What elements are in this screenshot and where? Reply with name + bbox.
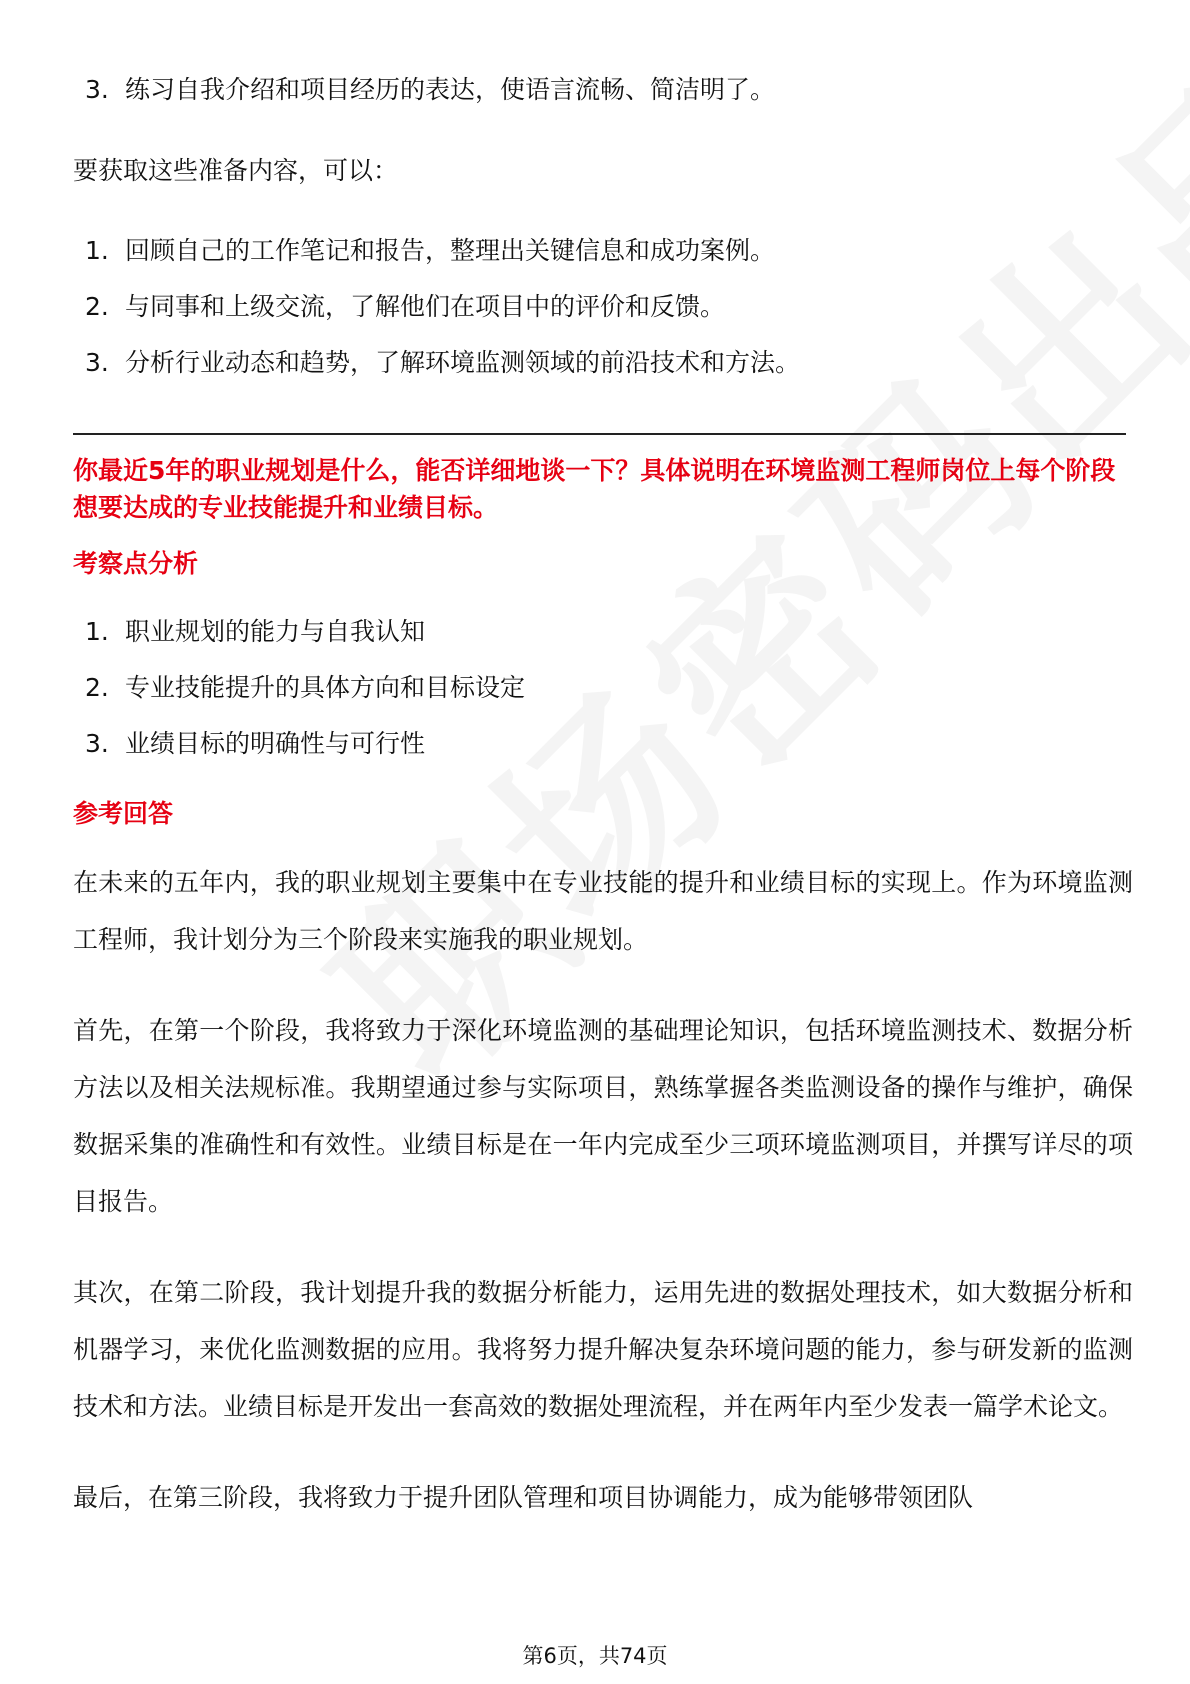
- analysis-heading: 考察点分析: [73, 549, 199, 578]
- prep-list: [73, 223, 1133, 391]
- list-item-number: 2.: [85, 673, 109, 702]
- list-item: [85, 279, 1133, 335]
- interview-question: 你最近5年的职业规划是什么，能否详细地谈一下？具体说明在环境监测工程师岗位上每个阶段想要达成的专业技能提升和业绩目标。: [73, 456, 1116, 522]
- list-item: [85, 223, 1133, 279]
- list-item-number: 3.: [85, 75, 109, 104]
- analysis-list: [73, 604, 1133, 772]
- list-item: [85, 660, 1133, 716]
- page-content: [73, 62, 1133, 1526]
- list-item-text: 回顾自己的工作笔记和报告，整理出关键信息和成功案例。: [125, 236, 776, 265]
- list-item-text: 专业技能提升的具体方向和目标设定: [125, 673, 526, 702]
- answer-paragraph: 最后，在第三阶段，我将致力于提升团队管理和项目协调能力，成为能够带领团队: [73, 1483, 974, 1512]
- answer-heading: 参考回答: [73, 799, 174, 828]
- answer-paragraph: 在未来的五年内，我的职业规划主要集中在专业技能的提升和业绩目标的实现上。作为环境监测工程师，我计划分为三个阶段来实施我的职业规划。: [73, 868, 1133, 954]
- list-item-text: 练习自我介绍和项目经历的表达，使语言流畅、简洁明了。: [125, 75, 776, 104]
- top-list: [73, 62, 1133, 118]
- prep-intro: 要获取这些准备内容，可以：: [73, 156, 399, 185]
- page-number-footer: 第6页，共74页: [522, 1644, 668, 1668]
- list-item-text: 分析行业动态和趋势，了解环境监测领域的前沿技术和方法。: [125, 348, 801, 377]
- list-item: [85, 62, 1133, 118]
- list-item-number: 1.: [85, 617, 109, 646]
- list-item-number: 3.: [85, 729, 109, 758]
- list-item-number: 2.: [85, 292, 109, 321]
- list-item: [85, 716, 1133, 772]
- list-item-number: 1.: [85, 236, 109, 265]
- list-item-text: 职业规划的能力与自我认知: [125, 617, 426, 646]
- answer-paragraph: 首先，在第一个阶段，我将致力于深化环境监测的基础理论知识，包括环境监测技术、数据分析方法以及相关法规标准。我期望通过参与实际项目，熟练掌握各类监测设备的操作与维护，确保数据采集的准确性和有效性。业绩目标是在一年内完成至少三项环境监测项目，并撰写详尽的项目报告。: [73, 1016, 1133, 1216]
- list-item-text: 与同事和上级交流，了解他们在项目中的评价和反馈。: [125, 292, 726, 321]
- list-item: [85, 604, 1133, 660]
- list-item: [85, 335, 1133, 391]
- list-item-text: 业绩目标的明确性与可行性: [125, 729, 426, 758]
- list-item-number: 3.: [85, 348, 109, 377]
- answer-paragraph: 其次，在第二阶段，我计划提升我的数据分析能力，运用先进的数据处理技术，如大数据分析和机器学习，来优化监测数据的应用。我将努力提升解决复杂环境问题的能力，参与研发新的监测技术和方法。业绩目标是开发出一套高效的数据处理流程，并在两年内至少发表一篇学术论文。: [73, 1278, 1133, 1421]
